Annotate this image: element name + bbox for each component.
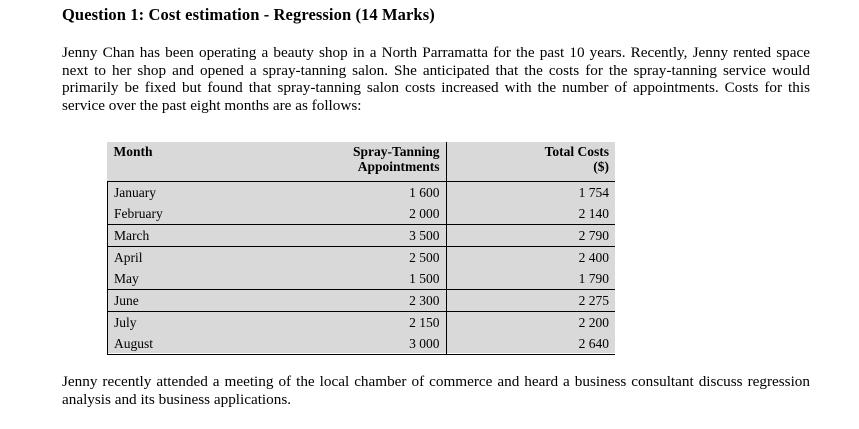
table-header-row: [108, 142, 616, 182]
cell-costs: 2 200: [446, 312, 615, 334]
cell-month: June: [108, 290, 282, 312]
cell-appointments: 2 000: [282, 203, 447, 225]
cost-table: [107, 142, 615, 355]
cell-month: April: [108, 247, 282, 269]
table-row: [108, 203, 616, 225]
cell-appointments: 1 500: [282, 268, 447, 290]
table-row: [108, 182, 616, 204]
question-title: Question 1: Cost estimation - Regression (14 Marks): [62, 5, 435, 24]
cell-appointments: 2 500: [282, 247, 447, 269]
cell-month: February: [108, 203, 282, 225]
table-row: [108, 333, 616, 355]
table-row: [108, 290, 616, 312]
cell-appointments: 2 300: [282, 290, 447, 312]
table-row: [108, 312, 616, 334]
cell-costs: 1 754: [446, 182, 615, 204]
cell-month: August: [108, 333, 282, 355]
header-appointments: [282, 142, 447, 182]
cell-appointments: 1 600: [282, 182, 447, 204]
header-appointments-line1: Spray-Tanning: [352, 144, 440, 159]
cell-month: March: [108, 225, 282, 247]
table-row: [108, 247, 616, 269]
header-costs-line2: ($): [593, 159, 609, 174]
cell-appointments: 3 000: [282, 333, 447, 355]
header-total-costs: [446, 142, 615, 182]
header-month: Month: [113, 144, 153, 159]
cost-table-container: [107, 142, 615, 353]
cell-month: July: [108, 312, 282, 334]
cell-costs: 2 400: [446, 247, 615, 269]
cell-costs: 2 640: [446, 333, 615, 355]
cell-costs: 2 140: [578, 205, 609, 221]
cell-appointments: 2 150: [282, 312, 447, 334]
header-costs-line1: Total Costs: [544, 144, 609, 159]
header-appointments-line2: Appointments: [357, 159, 440, 174]
table-row: [108, 268, 616, 290]
cell-costs: 2 275: [446, 290, 615, 312]
cell-costs: 2 790: [446, 225, 615, 247]
cell-month: May: [108, 268, 282, 290]
intro-paragraph: Jenny Chan has been operating a beauty shop in a North Parramatta for the past 10 years. Recently, Jenny rented space next to her shop and opened a spray-tanning salon. She anticipated that the costs for the spray-tanning service would primarily be fixed but found that spray-tanning salon costs increased with the number of appointments. Costs for this service over the past eight months are as follows:: [62, 44, 810, 114]
cell-month: January: [108, 182, 282, 204]
cell-appointments: 3 500: [282, 225, 447, 247]
closing-paragraph: Jenny recently attended a meeting of the local chamber of commerce and heard a business consultant discuss regression analysis and its business applications.: [62, 373, 810, 408]
cell-costs: 1 790: [578, 270, 609, 286]
table-row: [108, 225, 616, 247]
